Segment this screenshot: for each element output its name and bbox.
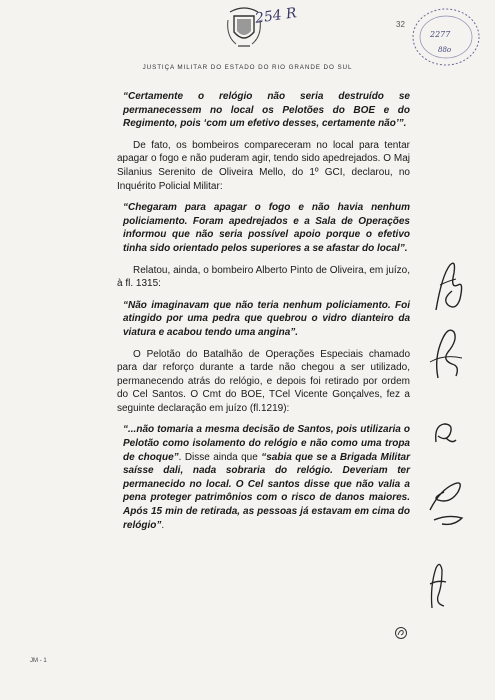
body-paragraph: Relatou, ainda, o bombeiro Alberto Pinto de Oliveira, em juízo, à fl. 1315:	[117, 264, 410, 290]
quote-paragraph: “Certamente o relógio não seria destruído se permanecessem no local os Pelotões do BOE e do Regimento, pois ‘com um efetivo desses, certamente não’”.	[123, 91, 410, 130]
plain-fragment: . Disse ainda que	[178, 451, 262, 463]
quote-fragment: “...não tomaria a mesma decisão de Santos, pois utilizaria o Pelotão como isolamento do relógio e não como uma tropa de choque”	[123, 424, 410, 463]
stamp-subtext: 88o	[438, 46, 452, 54]
signature-initial-4	[424, 470, 468, 530]
mixed-quote-paragraph	[117, 423, 410, 532]
quote-fragment: “sabia que se a Brigada Militar saísse dali, nada sobraria do relógio. Deveriam ter permanecido no local. O Cel santos disse que não valia a pena proteger patrimônios com o risco de danos maiores. Após 15 min de retirada, as pessoas já estavam em cima do relógio”	[123, 451, 410, 531]
footer-initial-mark	[394, 626, 408, 640]
signature-initial-3	[428, 418, 458, 448]
signature-initial-5	[424, 556, 452, 612]
quote-paragraph: “Chegaram para apagar o fogo e não havia nenhum policiamento. Foram apedrejados e a Sala de Operações informou que não seria possível apoio porque o efetivo tinha sido orientado pelos superiores a se afastar do local”.	[123, 202, 410, 254]
institution-header: JUSTIÇA MILITAR DO ESTADO DO RIO GRANDE DO SUL	[142, 64, 353, 71]
page-number: 32	[396, 20, 405, 29]
document-body	[117, 90, 410, 540]
signature-initial-1	[428, 255, 468, 315]
handwritten-annotation: 254 R	[254, 5, 298, 27]
plain-fragment: .	[161, 519, 165, 531]
body-paragraph: O Pelotão do Batalhão de Operações Especiais chamado para dar reforço durante a tarde não chegou a ser utilizado, permanecendo atrás do relógio, e depois foi retirado por ordem do Cel Santos. O Cmt do BOE, TCel Vicente Gonçalves, fez a seguinte declaração em juízo (fl.1219):	[117, 348, 410, 414]
signature-initial-2	[424, 318, 468, 382]
stamp-number: 2277	[430, 30, 451, 39]
form-code: JM - 1	[30, 658, 47, 664]
body-paragraph: De fato, os bombeiros compareceram no local para tentar apagar o fogo e não puderam agir, tendo sido apedrejados. O Maj Silanius Serenito de Oliveira Mello, do 1º GCI, declarou, no Inquérito Policial Militar:	[117, 139, 410, 192]
quote-paragraph: “Não imaginavam que não teria nenhum policiamento. Foi atingido por uma pedra que quebrou o vidro dianteiro da viatura e acabou tendo uma angina”.	[123, 299, 410, 338]
